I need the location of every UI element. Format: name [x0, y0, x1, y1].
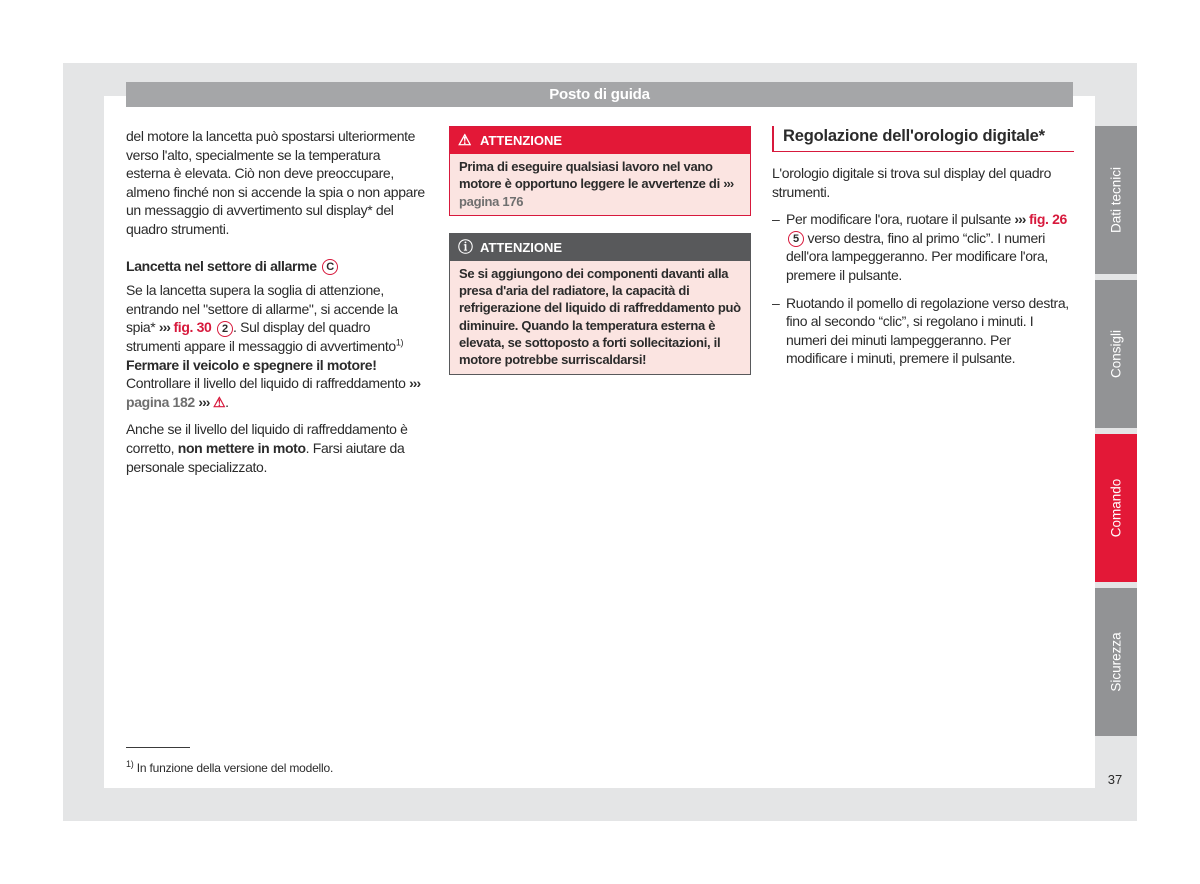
side-tab-dati-tecnici[interactable] [1095, 126, 1137, 274]
text: verso destra, fino al primo “clic”. I numeri dell'ora lampeggeranno. Per modificare l'ora, premere il pulsante. [786, 229, 1048, 283]
list-item [772, 210, 1074, 284]
paragraph-clock-intro: L'orologio digitale si trova sul display del quadro strumenti. [772, 165, 1052, 200]
footnote-text: In funzione della versione del modello. [136, 761, 334, 775]
reference-arrows-icon: ››› [409, 375, 421, 392]
text: . Farsi aiutare da personale specializzato. [126, 439, 405, 475]
warning-triangle-icon: ⚠ [458, 132, 472, 149]
marker-5: 5 [788, 231, 804, 247]
subheading-text: Lancetta nel settore di allarme [126, 257, 317, 274]
reference-arrows-icon: ››› [723, 176, 734, 192]
fig-26-link[interactable]: fig. 26 [1028, 211, 1067, 228]
tab-label: Comando [1108, 478, 1124, 538]
warning-body [450, 154, 750, 215]
page-number: 37 [1107, 772, 1123, 787]
tab-label: Sicurezza [1108, 632, 1124, 692]
warning-box-red [449, 126, 751, 216]
dash-bullet: – [772, 211, 780, 228]
tab-label: Dati tecnici [1108, 166, 1124, 234]
dash-bullet: – [772, 294, 780, 311]
warning-title: ATTENZIONE [480, 239, 563, 255]
paragraph-alarm [126, 281, 426, 411]
list-item [772, 294, 1074, 368]
text: Anche se il livello del liquido di raffreddamento è corretto, [126, 421, 408, 456]
footnote-divider [126, 747, 190, 748]
text: Ruotando il pomello di regolazione verso destra, fino al secondo “clic”, si regolano i minuti. I numeri dei minuti lampeggeranno. Per modificare i minuti, premere il pulsante. [786, 294, 1069, 367]
warning-header [450, 127, 750, 154]
marker-2: 2 [217, 321, 233, 337]
text: Per modificare l'ora, ruotare il pulsante [786, 211, 1015, 228]
paragraph-do-not-start [126, 420, 426, 476]
info-circle-icon: ⓘ [458, 238, 474, 256]
warning-title: ATTENZIONE [480, 133, 563, 148]
text: Prima di eseguire qualsiasi lavoro nel vano motore è opportuno leggere le avvertenze di [459, 159, 724, 192]
warning-header [450, 234, 750, 261]
reference-arrows-icon: ››› [158, 319, 170, 336]
reference-arrows-icon: ››› [1014, 211, 1026, 228]
side-tab-sicurezza[interactable] [1095, 588, 1137, 736]
side-tab-consigli[interactable] [1095, 280, 1137, 428]
text: Controllare il livello del liquido di raffreddamento [126, 375, 410, 392]
warning-box-dark [449, 233, 751, 375]
fig-30-link[interactable]: fig. 30 [173, 319, 212, 336]
page-176-link[interactable]: pagina 176 [459, 193, 524, 209]
tab-label: Consigli [1108, 329, 1124, 379]
section-header: Posto di guida [126, 82, 1073, 107]
subheading-alarm-sector [126, 257, 426, 276]
warning-triangle-icon[interactable]: ⚠ [212, 393, 226, 410]
footnote-marker: 1) [126, 759, 134, 769]
marker-c: C [322, 259, 338, 275]
footnote-ref[interactable]: 1) [395, 337, 404, 348]
page-182-link[interactable]: pagina 182 [126, 393, 195, 410]
warning-body: Se si aggiungono dei componenti davanti alla presa d'aria del radiatore, la capacità di refrigerazione del liquido di raffreddamento può diminuire. Quando la temperatura esterna è elevata, se sottoposto a forti sollecitazioni, il motore potrebbe surriscaldarsi! [450, 261, 750, 374]
text: . Sul display del quadro strumenti appare il messaggio di avvertimento [126, 319, 396, 354]
bold-text: non mettere in moto [177, 439, 306, 456]
text: Se la lancetta supera la soglia di attenzione, entrando nel "settore di allarme", si accende la spia* [126, 282, 398, 336]
reference-arrows-icon: ››› [198, 393, 210, 410]
footnote [126, 761, 333, 775]
bold-instruction: Fermare il veicolo e spegnere il motore! [126, 356, 377, 373]
section-title-clock: Regolazione dell'orologio digitale* [772, 126, 1074, 152]
text: . [225, 393, 229, 410]
paragraph-intro: del motore la lancetta può spostarsi ulteriormente verso l'alto, specialmente se la temperatura esterna è elevata. Ciò non deve preoccupare, almeno finché non si accende la spia o non appare un messaggio di avvertimento sul display* del quadro strumenti. [126, 128, 425, 237]
column-left [126, 127, 426, 485]
column-right [772, 126, 1074, 377]
side-tab-comando[interactable] [1095, 434, 1137, 582]
column-middle [449, 126, 751, 392]
